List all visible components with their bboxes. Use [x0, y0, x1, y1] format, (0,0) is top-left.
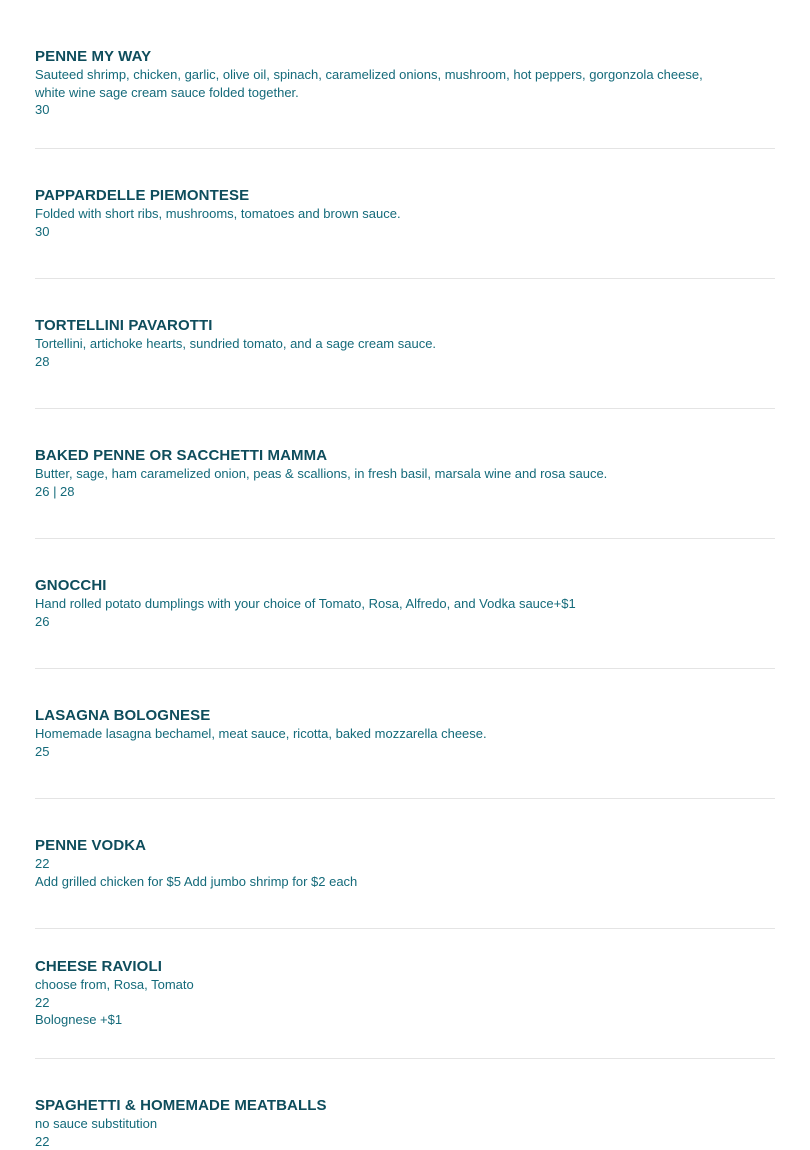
menu-item-name: CHEESE RAVIOLI: [35, 958, 775, 976]
menu-divider: [35, 148, 775, 149]
menu-item-price: 22: [35, 855, 775, 873]
menu-item-name: PENNE VODKA: [35, 837, 775, 855]
menu-item-price: 22: [35, 994, 775, 1012]
menu-divider: [35, 798, 775, 799]
menu-item-addon: Bolognese +$1: [35, 1011, 775, 1029]
menu-divider: [35, 928, 775, 929]
menu-item-description: choose from, Rosa, Tomato: [35, 976, 775, 994]
menu-item-addon: Add grilled chicken for $5 Add jumbo shrimp for $2 each: [35, 873, 775, 891]
menu-item-pappardelle-piemontese: [35, 187, 775, 240]
menu-divider: [35, 408, 775, 409]
menu-item-description: Butter, sage, ham caramelized onion, peas & scallions, in fresh basil, marsala wine and rosa sauce.: [35, 465, 775, 483]
menu-item-name: SPAGHETTI & HOMEMADE MEATBALLS: [35, 1097, 775, 1115]
menu-item-description: no sauce substitution: [35, 1115, 775, 1133]
menu-item-penne-my-way: [35, 48, 775, 119]
menu-item-name: LASAGNA BOLOGNESE: [35, 707, 775, 725]
menu-divider: [35, 668, 775, 669]
menu-item-name: GNOCCHI: [35, 577, 775, 595]
menu-item-cheese-ravioli: [35, 958, 775, 1029]
menu-item-price: 30: [35, 101, 775, 119]
menu-item-description: white wine sage cream sauce folded together.: [35, 84, 775, 102]
menu-item-price: 22: [35, 1133, 775, 1150]
menu-item-description: Folded with short ribs, mushrooms, tomatoes and brown sauce.: [35, 205, 775, 223]
menu-item-name: BAKED PENNE OR SACCHETTI MAMMA: [35, 447, 775, 465]
menu-divider: [35, 1058, 775, 1059]
menu-item-price: 30: [35, 223, 775, 241]
menu-item-description: Tortellini, artichoke hearts, sundried tomato, and a sage cream sauce.: [35, 335, 775, 353]
menu-item-penne-vodka: [35, 837, 775, 890]
menu-item-lasagna-bolognese: [35, 707, 775, 760]
menu-item-price: 26: [35, 613, 775, 631]
menu-item-name: TORTELLINI PAVAROTTI: [35, 317, 775, 335]
menu-item-name: PENNE MY WAY: [35, 48, 775, 66]
menu-item-name: PAPPARDELLE PIEMONTESE: [35, 187, 775, 205]
menu-divider: [35, 278, 775, 279]
menu-item-baked-penne-or-sacchetti-mamma: [35, 447, 775, 500]
menu-item-price: 25: [35, 743, 775, 761]
menu-item-gnocchi: [35, 577, 775, 630]
menu-divider: [35, 538, 775, 539]
menu-item-tortellini-pavarotti: [35, 317, 775, 370]
menu-item-description: Homemade lasagna bechamel, meat sauce, ricotta, baked mozzarella cheese.: [35, 725, 775, 743]
menu-item-price: 28: [35, 353, 775, 371]
menu-item-description: Hand rolled potato dumplings with your choice of Tomato, Rosa, Alfredo, and Vodka sauce+$1: [35, 595, 775, 613]
menu-item-price: 26 | 28: [35, 483, 775, 501]
menu-item-spaghetti-homemade-meatballs: [35, 1097, 775, 1150]
menu-item-description: Sauteed shrimp, chicken, garlic, olive oil, spinach, caramelized onions, mushroom, hot peppers, gorgonzola cheese,: [35, 66, 775, 84]
